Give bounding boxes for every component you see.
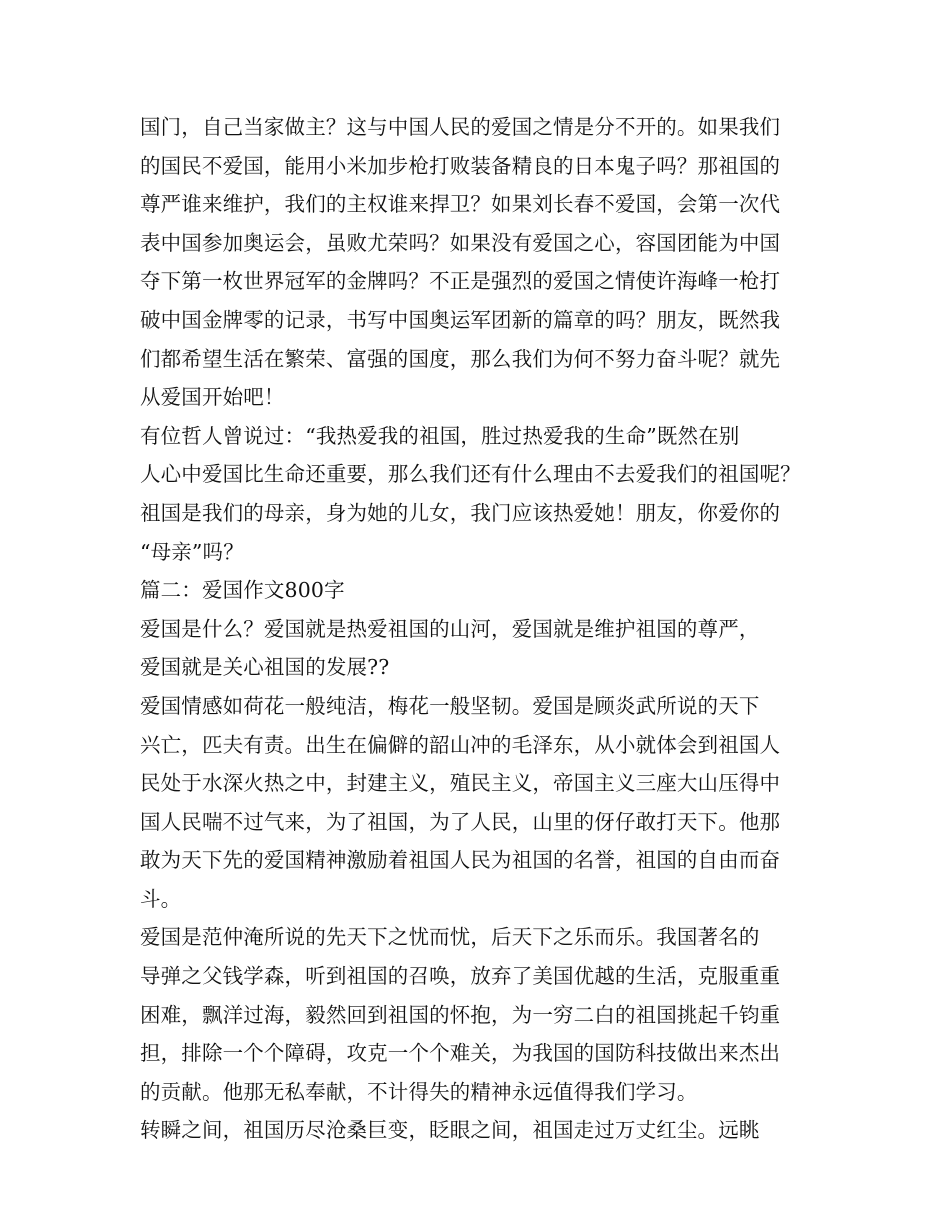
text-line: 破中国金牌零的记录，书写中国奥运军团新的篇章的吗？朋友，既然我 [140,307,781,332]
text-line: 们都希望生活在繁荣、富强的国度，那么我们为何不努力奋斗呢？就先 [140,346,781,371]
text-line: 尊严谁来维护，我们的主权谁来捍卫？如果刘长春不爱国，会第一次代 [140,192,781,217]
text-line: 爱国就是关心祖国的发展?? [140,655,390,680]
text-line: “母亲”吗？ [140,539,244,564]
text-line: 爱国是什么？爱国就是热爱祖国的山河，爱国就是维护祖国的尊严， [140,616,760,641]
text-line: 斗。 [140,886,182,911]
text-line: 困难，飘洋过海，毅然回到祖国的怀抱，为一穷二白的祖国挑起千钧重 [140,1002,781,1027]
text-line: 从爱国开始吧！ [140,385,285,410]
text-line: 的贡献。他那无私奉献，不计得失的精神永远值得我们学习。 [140,1079,698,1104]
text-line: 国门，自己当家做主？这与中国人民的爱国之情是分不开的。如果我们 [140,115,781,139]
text-line: 敢为天下先的爱国精神激励着祖国人民为祖国的名誉，祖国的自由而奋 [140,848,781,873]
document-body [140,108,830,1150]
text-line: 祖国是我们的母亲，身为她的儿女，我门应该热爱她！朋友，你爱你的 [140,500,781,525]
text-line: 爱国是范仲淹所说的先天下之忧而忧，后天下之乐而乐。我国著名的 [140,925,760,950]
text-line: 转瞬之间，祖国历尽沧桑巨变，眨眼之间，祖国走过万丈红尘。远眺 [140,1118,760,1143]
text-line: 的国民不爱国，能用小米加步枪打败装备精良的日本鬼子吗？那祖国的 [140,153,781,178]
text-line: 夺下第一枚世界冠军的金牌吗？不正是强烈的爱国之情使许海峰一枪打 [140,269,781,294]
text-line: 国人民喘不过气来，为了祖国，为了人民，山里的伢仔敢打天下。他那 [140,809,781,834]
text-line: 担，排除一个个障碍，攻克一个个难关，为我国的国防科技做出来杰出 [140,1041,781,1066]
text-line: 爱国情感如荷花一般纯洁，梅花一般坚韧。爱国是顾炎武所说的天下 [140,693,760,718]
text-line: 人心中爱国比生命还重要，那么我们还有什么理由不去爱我们的祖国呢？ [140,462,801,487]
section-heading: 篇二：爱国作文800字 [140,578,345,603]
text-line: 导弹之父钱学森，听到祖国的召唤，放弃了美国优越的生活，克服重重 [140,964,781,989]
text-line: 民处于水深火热之中，封建主义，殖民主义，帝国主义三座大山压得中 [140,771,781,796]
text-line: 有位哲人曾说过：“我热爱我的祖国，胜过热爱我的生命”既然在别 [140,423,740,448]
text-line: 兴亡，匹夫有责。出生在偏僻的韶山冲的毛泽东，从小就体会到祖国人 [140,732,781,757]
text-line: 表中国参加奥运会，虽败尤荣吗？如果没有爱国之心，容国团能为中国 [140,230,781,255]
